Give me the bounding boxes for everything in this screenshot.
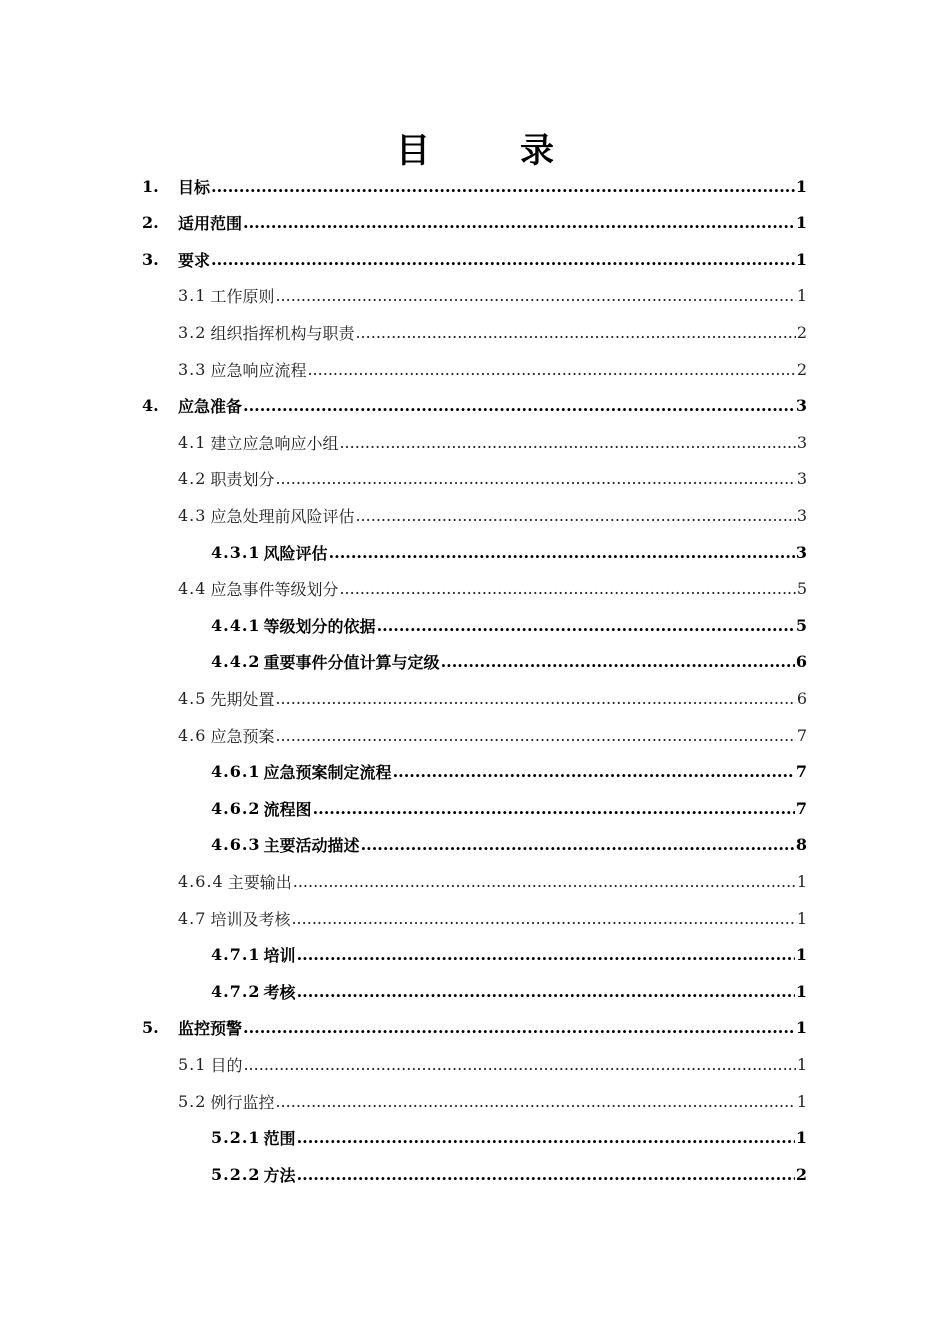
toc-leader-dots bbox=[355, 506, 795, 525]
toc-entry-title: 应急事件等级划分 bbox=[210, 580, 339, 600]
toc-entry[interactable] bbox=[178, 1046, 807, 1082]
toc-entry-page: 7 bbox=[795, 762, 807, 782]
toc-leader-dots bbox=[329, 543, 795, 562]
toc-entry-page: 1 bbox=[796, 1054, 807, 1074]
toc-entry-title: 应急预案 bbox=[210, 726, 275, 746]
toc-entry-title: 要求 bbox=[178, 250, 211, 270]
toc-entry-number: 4. bbox=[142, 396, 159, 416]
toc-leader-dots bbox=[393, 762, 795, 781]
toc-entry-page: 2 bbox=[796, 359, 807, 379]
toc-entry-page: 3 bbox=[796, 432, 807, 452]
toc-entry-page: 5 bbox=[795, 615, 807, 635]
toc-entry-page: 7 bbox=[796, 725, 807, 745]
toc-leader-dots bbox=[441, 652, 795, 671]
toc-leader-dots bbox=[297, 1165, 795, 1184]
toc-entry[interactable] bbox=[211, 937, 807, 973]
toc-entry-number: 4.6.1 bbox=[211, 762, 261, 782]
toc-leader-dots bbox=[211, 177, 795, 196]
toc-entry-title: 应急预案制定流程 bbox=[263, 763, 392, 783]
toc-leader-dots bbox=[297, 945, 795, 964]
toc-entry-page: 1 bbox=[795, 176, 807, 196]
toc-entry-page: 1 bbox=[795, 945, 807, 965]
toc-entry-page: 1 bbox=[796, 871, 807, 891]
toc-entry-number: 3. bbox=[142, 249, 159, 269]
toc-entry[interactable] bbox=[178, 278, 807, 314]
toc-entry-title: 培训 bbox=[263, 946, 296, 966]
toc-leader-dots bbox=[243, 396, 795, 415]
toc-entry-page: 7 bbox=[795, 798, 807, 818]
toc-entry[interactable] bbox=[142, 1010, 807, 1046]
toc-entry-title: 应急处理前风险评估 bbox=[210, 506, 355, 526]
toc-entry-number: 4.4.1 bbox=[211, 615, 261, 635]
toc-entry-page: 1 bbox=[795, 213, 807, 233]
toc-entry-title: 主要活动描述 bbox=[263, 836, 360, 856]
toc-entry-page: 1 bbox=[796, 908, 807, 928]
toc-entry-title: 主要输出 bbox=[227, 872, 292, 892]
toc-leader-dots bbox=[297, 982, 795, 1001]
toc-entry-page: 1 bbox=[795, 1018, 807, 1038]
toc-entry-title: 目的 bbox=[210, 1055, 243, 1075]
toc-entry-page: 6 bbox=[796, 688, 807, 708]
toc-entry-page: 1 bbox=[795, 1128, 807, 1148]
toc-entry-title: 风险评估 bbox=[263, 543, 328, 563]
toc-entry-number: 5.2.1 bbox=[211, 1128, 261, 1148]
toc-entry-number: 4.7.1 bbox=[211, 945, 261, 965]
toc-entry-title: 等级划分的依据 bbox=[263, 616, 376, 636]
toc-entry[interactable] bbox=[178, 461, 807, 497]
toc-entry-number: 4.6.2 bbox=[211, 798, 261, 818]
toc-leader-dots bbox=[275, 1092, 795, 1111]
toc-entry-number: 3.2 bbox=[178, 322, 207, 342]
toc-entry-number: 2. bbox=[142, 213, 159, 233]
toc-entry-page: 3 bbox=[795, 542, 807, 562]
toc-leader-dots bbox=[243, 1055, 795, 1074]
toc-entry[interactable] bbox=[211, 754, 807, 790]
toc-entry[interactable] bbox=[178, 863, 807, 899]
toc-entry-title: 工作原则 bbox=[210, 287, 275, 307]
toc-entry-number: 4.4.2 bbox=[211, 652, 261, 672]
toc-entry-title: 例行监控 bbox=[210, 1092, 275, 1112]
toc-entry-title: 流程图 bbox=[263, 799, 312, 819]
toc-leader-dots bbox=[275, 469, 795, 488]
toc-entry-title: 方法 bbox=[263, 1165, 296, 1185]
toc-entry-number: 4.1 bbox=[178, 432, 207, 452]
toc-entry-title: 目标 bbox=[178, 177, 211, 197]
toc-entry[interactable] bbox=[178, 717, 807, 753]
toc-entry-title: 培训及考核 bbox=[210, 909, 291, 929]
toc-leader-dots bbox=[339, 579, 795, 598]
toc-entry-number: 5.2.2 bbox=[211, 1164, 261, 1184]
toc-entry-title: 监控预警 bbox=[178, 1019, 243, 1039]
toc-leader-dots bbox=[211, 250, 795, 269]
toc-entry-page: 6 bbox=[795, 652, 807, 672]
toc-entry-title: 范围 bbox=[263, 1129, 296, 1149]
toc-entry-number: 3.1 bbox=[178, 286, 207, 306]
toc-leader-dots bbox=[313, 799, 795, 818]
toc-entry-title: 建立应急响应小组 bbox=[210, 433, 339, 453]
toc-entry-number: 4.6.4 bbox=[178, 871, 224, 891]
toc-entry-number: 4.6 bbox=[178, 725, 207, 745]
toc-entry[interactable] bbox=[142, 205, 807, 241]
toc-leader-dots bbox=[275, 726, 795, 745]
toc-entry[interactable] bbox=[211, 1156, 807, 1192]
toc-entry[interactable] bbox=[178, 680, 807, 716]
toc-entry-number: 4.3 bbox=[178, 505, 207, 525]
toc-leader-dots bbox=[307, 360, 795, 379]
toc-leader-dots bbox=[243, 1018, 795, 1037]
toc-leader-dots bbox=[355, 323, 795, 342]
toc-entry-number: 4.6.3 bbox=[211, 835, 261, 855]
toc-entry[interactable] bbox=[142, 388, 807, 424]
toc-entry[interactable] bbox=[142, 241, 807, 277]
toc-entry[interactable] bbox=[178, 314, 807, 350]
toc-entry[interactable] bbox=[178, 1083, 807, 1119]
toc-leader-dots bbox=[297, 1128, 795, 1147]
toc-entry-title: 应急响应流程 bbox=[210, 360, 307, 380]
toc-entry[interactable] bbox=[178, 497, 807, 533]
toc-leader-dots bbox=[291, 909, 795, 928]
toc-leader-dots bbox=[275, 689, 795, 708]
toc-entry-number: 4.2 bbox=[178, 469, 207, 489]
toc-entry[interactable] bbox=[178, 900, 807, 936]
toc-entry-title: 先期处置 bbox=[210, 689, 275, 709]
toc-entry-page: 1 bbox=[795, 249, 807, 269]
toc-entry-number: 1. bbox=[142, 176, 159, 196]
toc-entry-page: 2 bbox=[795, 1164, 807, 1184]
toc-entry[interactable] bbox=[211, 607, 807, 643]
toc-entry-title: 职责划分 bbox=[210, 470, 275, 490]
toc-entry-page: 5 bbox=[796, 579, 807, 599]
toc-entry-number: 4.5 bbox=[178, 688, 207, 708]
toc-entry-page: 1 bbox=[795, 981, 807, 1001]
toc-leader-dots bbox=[275, 286, 795, 305]
toc-entry-number: 4.7 bbox=[178, 908, 207, 928]
toc-entry[interactable] bbox=[211, 973, 807, 1009]
toc-leader-dots bbox=[339, 433, 795, 452]
toc-entry[interactable] bbox=[211, 827, 807, 863]
toc-entry-page: 3 bbox=[795, 396, 807, 416]
toc-entry[interactable] bbox=[211, 644, 807, 680]
toc-entry-number: 4.4 bbox=[178, 579, 207, 599]
toc-entry-title: 考核 bbox=[263, 982, 296, 1002]
toc-leader-dots bbox=[361, 835, 795, 854]
toc-entry[interactable] bbox=[211, 534, 807, 570]
toc-entry-page: 3 bbox=[796, 469, 807, 489]
toc-entry-page: 8 bbox=[795, 835, 807, 855]
toc-leader-dots bbox=[377, 616, 795, 635]
toc-entry-number: 5. bbox=[142, 1018, 159, 1038]
toc-title: 目 录 bbox=[396, 131, 582, 171]
toc-entry-page: 3 bbox=[796, 505, 807, 525]
toc-entry-number: 4.7.2 bbox=[211, 981, 261, 1001]
toc-entry-number: 5.1 bbox=[178, 1054, 207, 1074]
toc-entry[interactable] bbox=[178, 424, 807, 460]
toc-leader-dots bbox=[243, 213, 795, 232]
toc-entry[interactable] bbox=[178, 571, 807, 607]
toc-entry-page: 1 bbox=[796, 286, 807, 306]
toc-entry-number: 5.2 bbox=[178, 1091, 207, 1111]
toc-entry[interactable] bbox=[142, 168, 807, 204]
toc-entry-page: 1 bbox=[796, 1091, 807, 1111]
toc-entry-title: 重要事件分值计算与定级 bbox=[263, 653, 440, 673]
toc-entry-title: 适用范围 bbox=[178, 214, 243, 234]
toc-entry[interactable] bbox=[211, 790, 807, 826]
toc-entry[interactable] bbox=[211, 1120, 807, 1156]
toc-leader-dots bbox=[293, 872, 796, 891]
toc-entry-number: 3.3 bbox=[178, 359, 207, 379]
toc-entry-title: 组织指挥机构与职责 bbox=[210, 323, 355, 343]
toc-entry[interactable] bbox=[178, 351, 807, 387]
toc-entry-number: 4.3.1 bbox=[211, 542, 261, 562]
toc-entry-title: 应急准备 bbox=[178, 397, 243, 417]
toc-entry-page: 2 bbox=[796, 322, 807, 342]
